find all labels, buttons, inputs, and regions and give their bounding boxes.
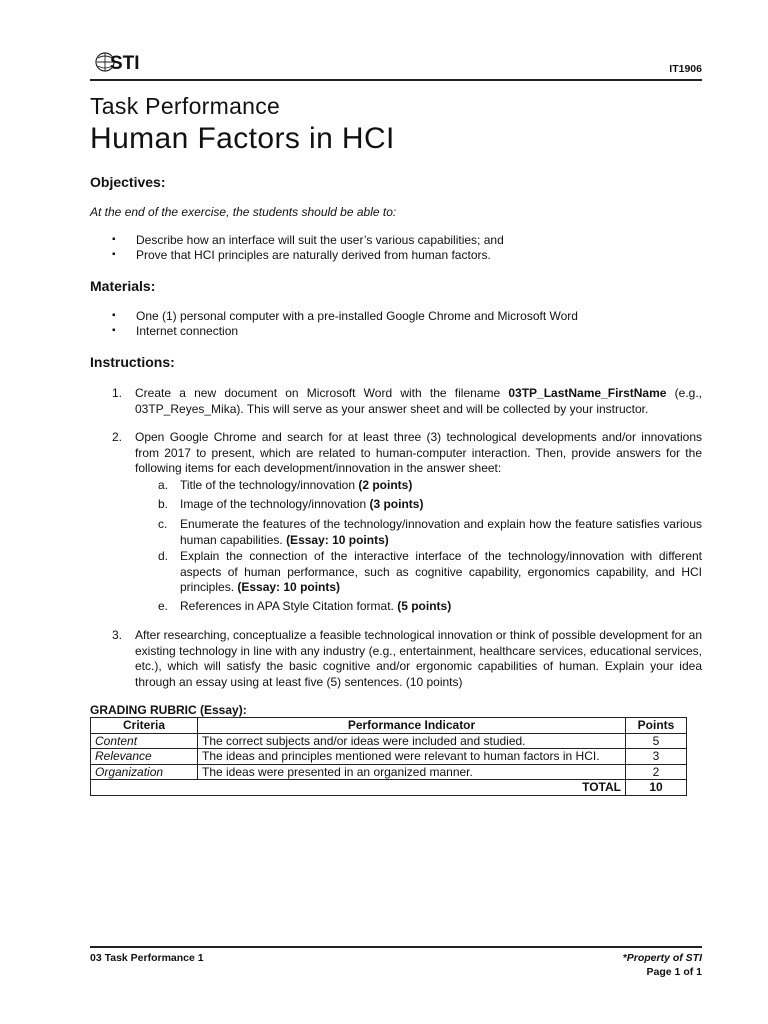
sub-item: Title of the technology/innovation (2 points) — [180, 478, 413, 492]
step-number: 3. — [112, 628, 123, 642]
sub-letter: e. — [158, 599, 169, 613]
header-divider — [90, 79, 702, 81]
sub-item: Explain the connection of the interactive interface of the technology/innovation with different aspects of human performance, such as cognitive capability, ergonomics capability, and HCI principles. (Essay: 10 points) — [180, 549, 702, 594]
bullet-icon: ▪ — [112, 310, 116, 321]
indicator-cell: The ideas and principles mentioned were relevant to human factors in HCI. — [198, 749, 626, 765]
document-code: IT1906 — [669, 63, 702, 75]
instructions-heading: Instructions: — [90, 354, 175, 370]
step-1-text: Create a new document on Microsoft Word with the filename 03TP_LastName_FirstName (e.g., 03TP_Reyes_Mika). This will serve as your answer sheet and will be collected by your instructor. — [135, 386, 702, 416]
column-header: Performance Indicator — [198, 718, 626, 734]
table-row — [91, 749, 687, 765]
total-label: TOTAL — [91, 780, 626, 796]
sti-logo — [94, 48, 154, 76]
bullet-icon: ▪ — [112, 325, 116, 336]
sub-item: Enumerate the features of the technology/innovation and explain how the feature satisfies various human capabilities. (Essay: 10 points) — [180, 517, 702, 547]
total-row — [91, 780, 687, 796]
objectives-heading: Objectives: — [90, 174, 166, 190]
column-header: Points — [626, 718, 687, 734]
column-header: Criteria — [91, 718, 198, 734]
indicator-cell: The ideas were presented in an organized manner. — [198, 764, 626, 780]
footer-divider — [90, 946, 702, 948]
footer-page-number: Page 1 of 1 — [646, 966, 702, 978]
grading-rubric-table — [90, 717, 687, 796]
bullet-icon: ▪ — [112, 234, 116, 245]
logo-text: STI — [110, 53, 140, 74]
title-task-performance: Task Performance — [90, 93, 281, 119]
footer-doc-label: 03 Task Performance 1 — [90, 952, 204, 964]
sub-letter: c. — [158, 517, 168, 531]
points-cell: 3 — [626, 749, 687, 765]
objective-item: Describe how an interface will suit the user’s various capabilities; and — [136, 233, 504, 247]
criteria-cell: Organization — [91, 764, 198, 780]
indicator-cell: The correct subjects and/or ideas were included and studied. — [198, 733, 626, 749]
step-number: 1. — [112, 386, 123, 400]
points-cell: 5 — [626, 733, 687, 749]
footer-property: *Property of STI — [622, 952, 702, 964]
step-2-text: Open Google Chrome and search for at least three (3) technological developments and/or innovations from 2017 to present, which are related to human-computer interaction. Then, provide answers for the following items for each development/innovation in the answer sheet: — [135, 430, 702, 475]
step-3-text: After researching, conceptualize a feasible technological innovation or think of possible development for an existing technology in line with any industry (e.g., entertainment, healthcare services, educational services, etc.), which will satisfy the basic cognitive and/or ergonomic capabilities of human. Explain your idea through an essay using at least five (5) sentences. (10 points) — [135, 628, 703, 689]
title-topic: Human Factors in HCI — [90, 122, 395, 155]
sub-item: References in APA Style Citation format. (5 points) — [180, 599, 452, 613]
sub-letter: a. — [158, 478, 169, 492]
material-item: One (1) personal computer with a pre-installed Google Chrome and Microsoft Word — [136, 309, 578, 323]
objective-item: Prove that HCI principles are naturally derived from human factors. — [136, 248, 491, 262]
table-header-row — [91, 718, 687, 734]
points-cell: 2 — [626, 764, 687, 780]
material-item: Internet connection — [136, 324, 239, 338]
sub-letter: b. — [158, 497, 169, 511]
rubric-title: GRADING RUBRIC (Essay): — [90, 703, 247, 717]
table-row — [91, 764, 687, 780]
table-row — [91, 733, 687, 749]
criteria-cell: Content — [91, 733, 198, 749]
objectives-intro: At the end of the exercise, the students should be able to: — [90, 205, 397, 219]
sub-item: Image of the technology/innovation (3 points) — [180, 497, 424, 511]
materials-heading: Materials: — [90, 278, 156, 294]
bullet-icon: ▪ — [112, 249, 116, 260]
criteria-cell: Relevance — [91, 749, 198, 765]
total-value: 10 — [626, 780, 687, 796]
sub-letter: d. — [158, 549, 169, 563]
step-number: 2. — [112, 430, 123, 444]
